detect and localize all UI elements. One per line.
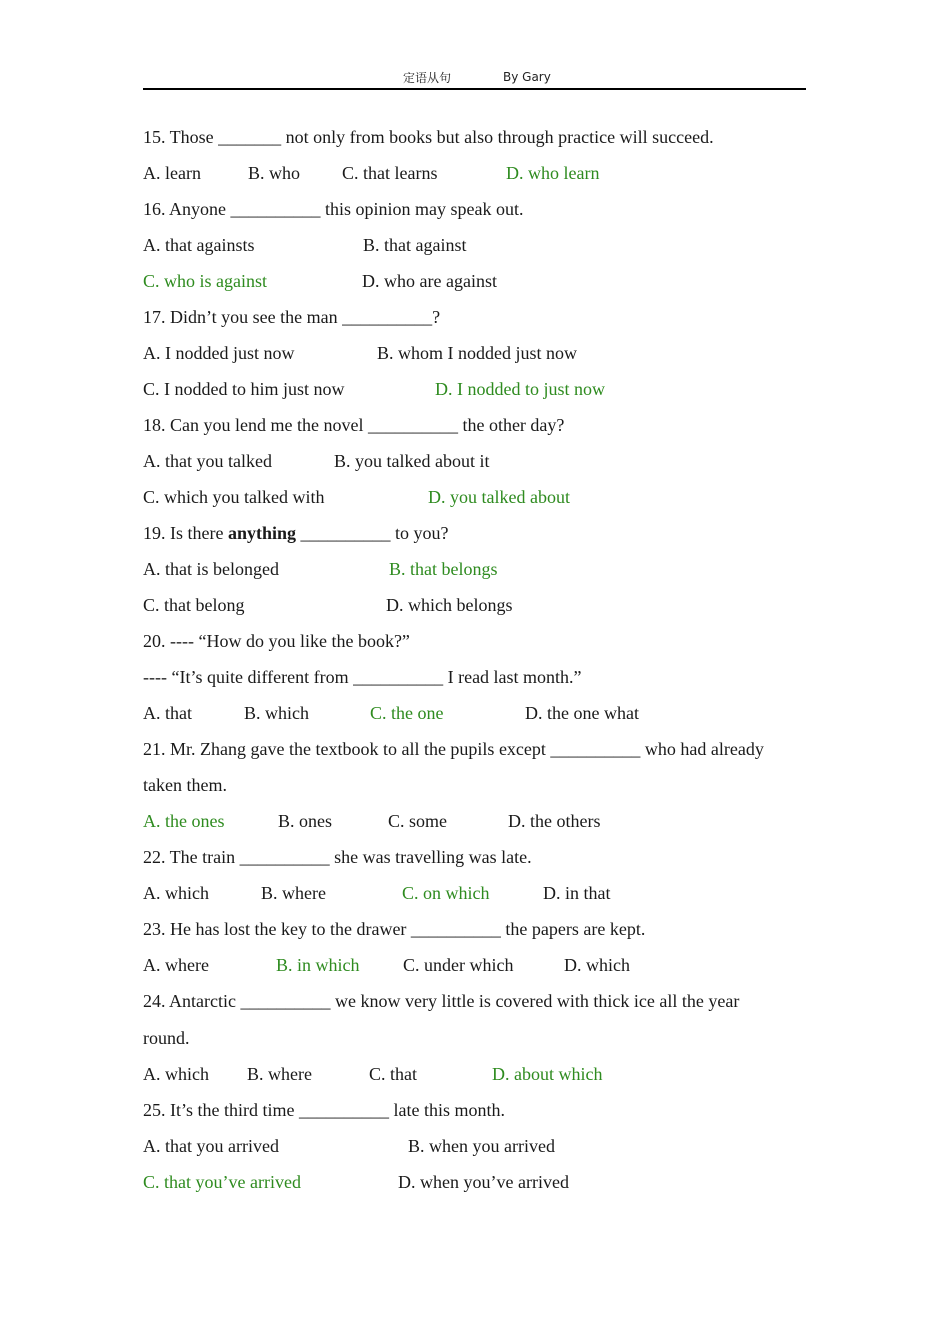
- stem-pre: 19. Is there: [143, 523, 228, 543]
- option-a: A. that is belonged: [143, 559, 279, 579]
- option-d: D. which: [564, 955, 630, 975]
- header-author: By Gary: [503, 70, 551, 84]
- option-c-answer: C. that you’ve arrived: [143, 1172, 301, 1192]
- option-b: B. you talked about it: [334, 451, 490, 471]
- question-22-stem: 22. The train __________ she was travelling was late.: [143, 847, 532, 867]
- question-23-stem: 23. He has lost the key to the drawer __________ the papers are kept.: [143, 919, 646, 939]
- question-15-stem: 15. Those _______ not only from books but also through practice will succeed.: [143, 127, 714, 147]
- option-a: A. learn: [143, 163, 201, 183]
- option-b: B. which: [244, 703, 309, 723]
- stem-bold-word: anything: [227, 523, 297, 543]
- option-a: A. that againsts: [143, 235, 255, 255]
- option-b: B. where: [261, 883, 326, 903]
- option-b: B. that against: [363, 235, 467, 255]
- question-21-stem-line2: taken them.: [143, 775, 227, 795]
- option-d: D. the one what: [525, 703, 639, 723]
- option-d-answer: D. about which: [492, 1064, 603, 1084]
- option-b: B. ones: [278, 811, 332, 831]
- option-d: D. who are against: [362, 271, 497, 291]
- option-a: A. I nodded just now: [143, 343, 295, 363]
- question-17-stem: 17. Didn’t you see the man __________?: [143, 307, 441, 327]
- option-b: B. whom I nodded just now: [377, 343, 577, 363]
- question-19-stem: [143, 522, 449, 544]
- option-b: B. when you arrived: [408, 1136, 555, 1156]
- option-b-answer: B. that belongs: [389, 559, 498, 579]
- option-d: D. when you’ve arrived: [398, 1172, 569, 1192]
- option-d: D. which belongs: [386, 595, 513, 615]
- option-c: C. I nodded to him just now: [143, 379, 345, 399]
- option-c: C. some: [388, 811, 448, 831]
- option-c-answer: C. on which: [402, 883, 490, 903]
- option-c: C. that: [369, 1064, 417, 1084]
- stem-post: __________ to you?: [296, 523, 449, 543]
- header-title: 定语从句: [403, 71, 452, 85]
- option-c: C. that learns: [342, 163, 438, 183]
- option-a: A. that you talked: [143, 451, 272, 471]
- option-c-answer: C. who is against: [143, 271, 267, 291]
- question-20-stem-line2: ---- “It’s quite different from __________ I read last month.”: [143, 667, 582, 687]
- question-24-stem-line1: 24. Antarctic __________ we know very little is covered with thick ice all the year: [143, 991, 740, 1011]
- option-c-answer: C. the one: [370, 703, 444, 723]
- option-d: D. the others: [508, 811, 601, 831]
- option-a-answer: A. the ones: [143, 811, 225, 831]
- option-a: A. which: [143, 883, 209, 903]
- option-c: C. that belong: [143, 595, 245, 615]
- question-16-stem: 16. Anyone __________ this opinion may speak out.: [143, 199, 524, 219]
- option-d: D. in that: [543, 883, 611, 903]
- option-b: B. who: [248, 163, 301, 183]
- option-a: A. which: [143, 1064, 209, 1084]
- option-c: C. which you talked with: [143, 487, 325, 507]
- option-d-answer: D. you talked about: [428, 487, 570, 507]
- option-b: B. where: [247, 1064, 312, 1084]
- option-a: A. where: [143, 955, 209, 975]
- option-b-answer: B. in which: [276, 955, 360, 975]
- question-18-stem: 18. Can you lend me the novel __________ the other day?: [143, 415, 565, 435]
- question-24-stem-line2: round.: [143, 1028, 190, 1048]
- option-d-answer: D. I nodded to just now: [435, 379, 605, 399]
- question-25-stem: 25. It’s the third time __________ late this month.: [143, 1100, 505, 1120]
- question-20-stem-line1: 20. ---- “How do you like the book?”: [143, 631, 410, 651]
- option-d-answer: D. who learn: [506, 163, 600, 183]
- option-a: A. that you arrived: [143, 1136, 279, 1156]
- option-a: A. that: [143, 703, 192, 723]
- question-21-stem-line1: 21. Mr. Zhang gave the textbook to all the pupils except __________ who had already: [143, 739, 764, 759]
- page-header: [143, 64, 806, 90]
- option-c: C. under which: [403, 955, 514, 975]
